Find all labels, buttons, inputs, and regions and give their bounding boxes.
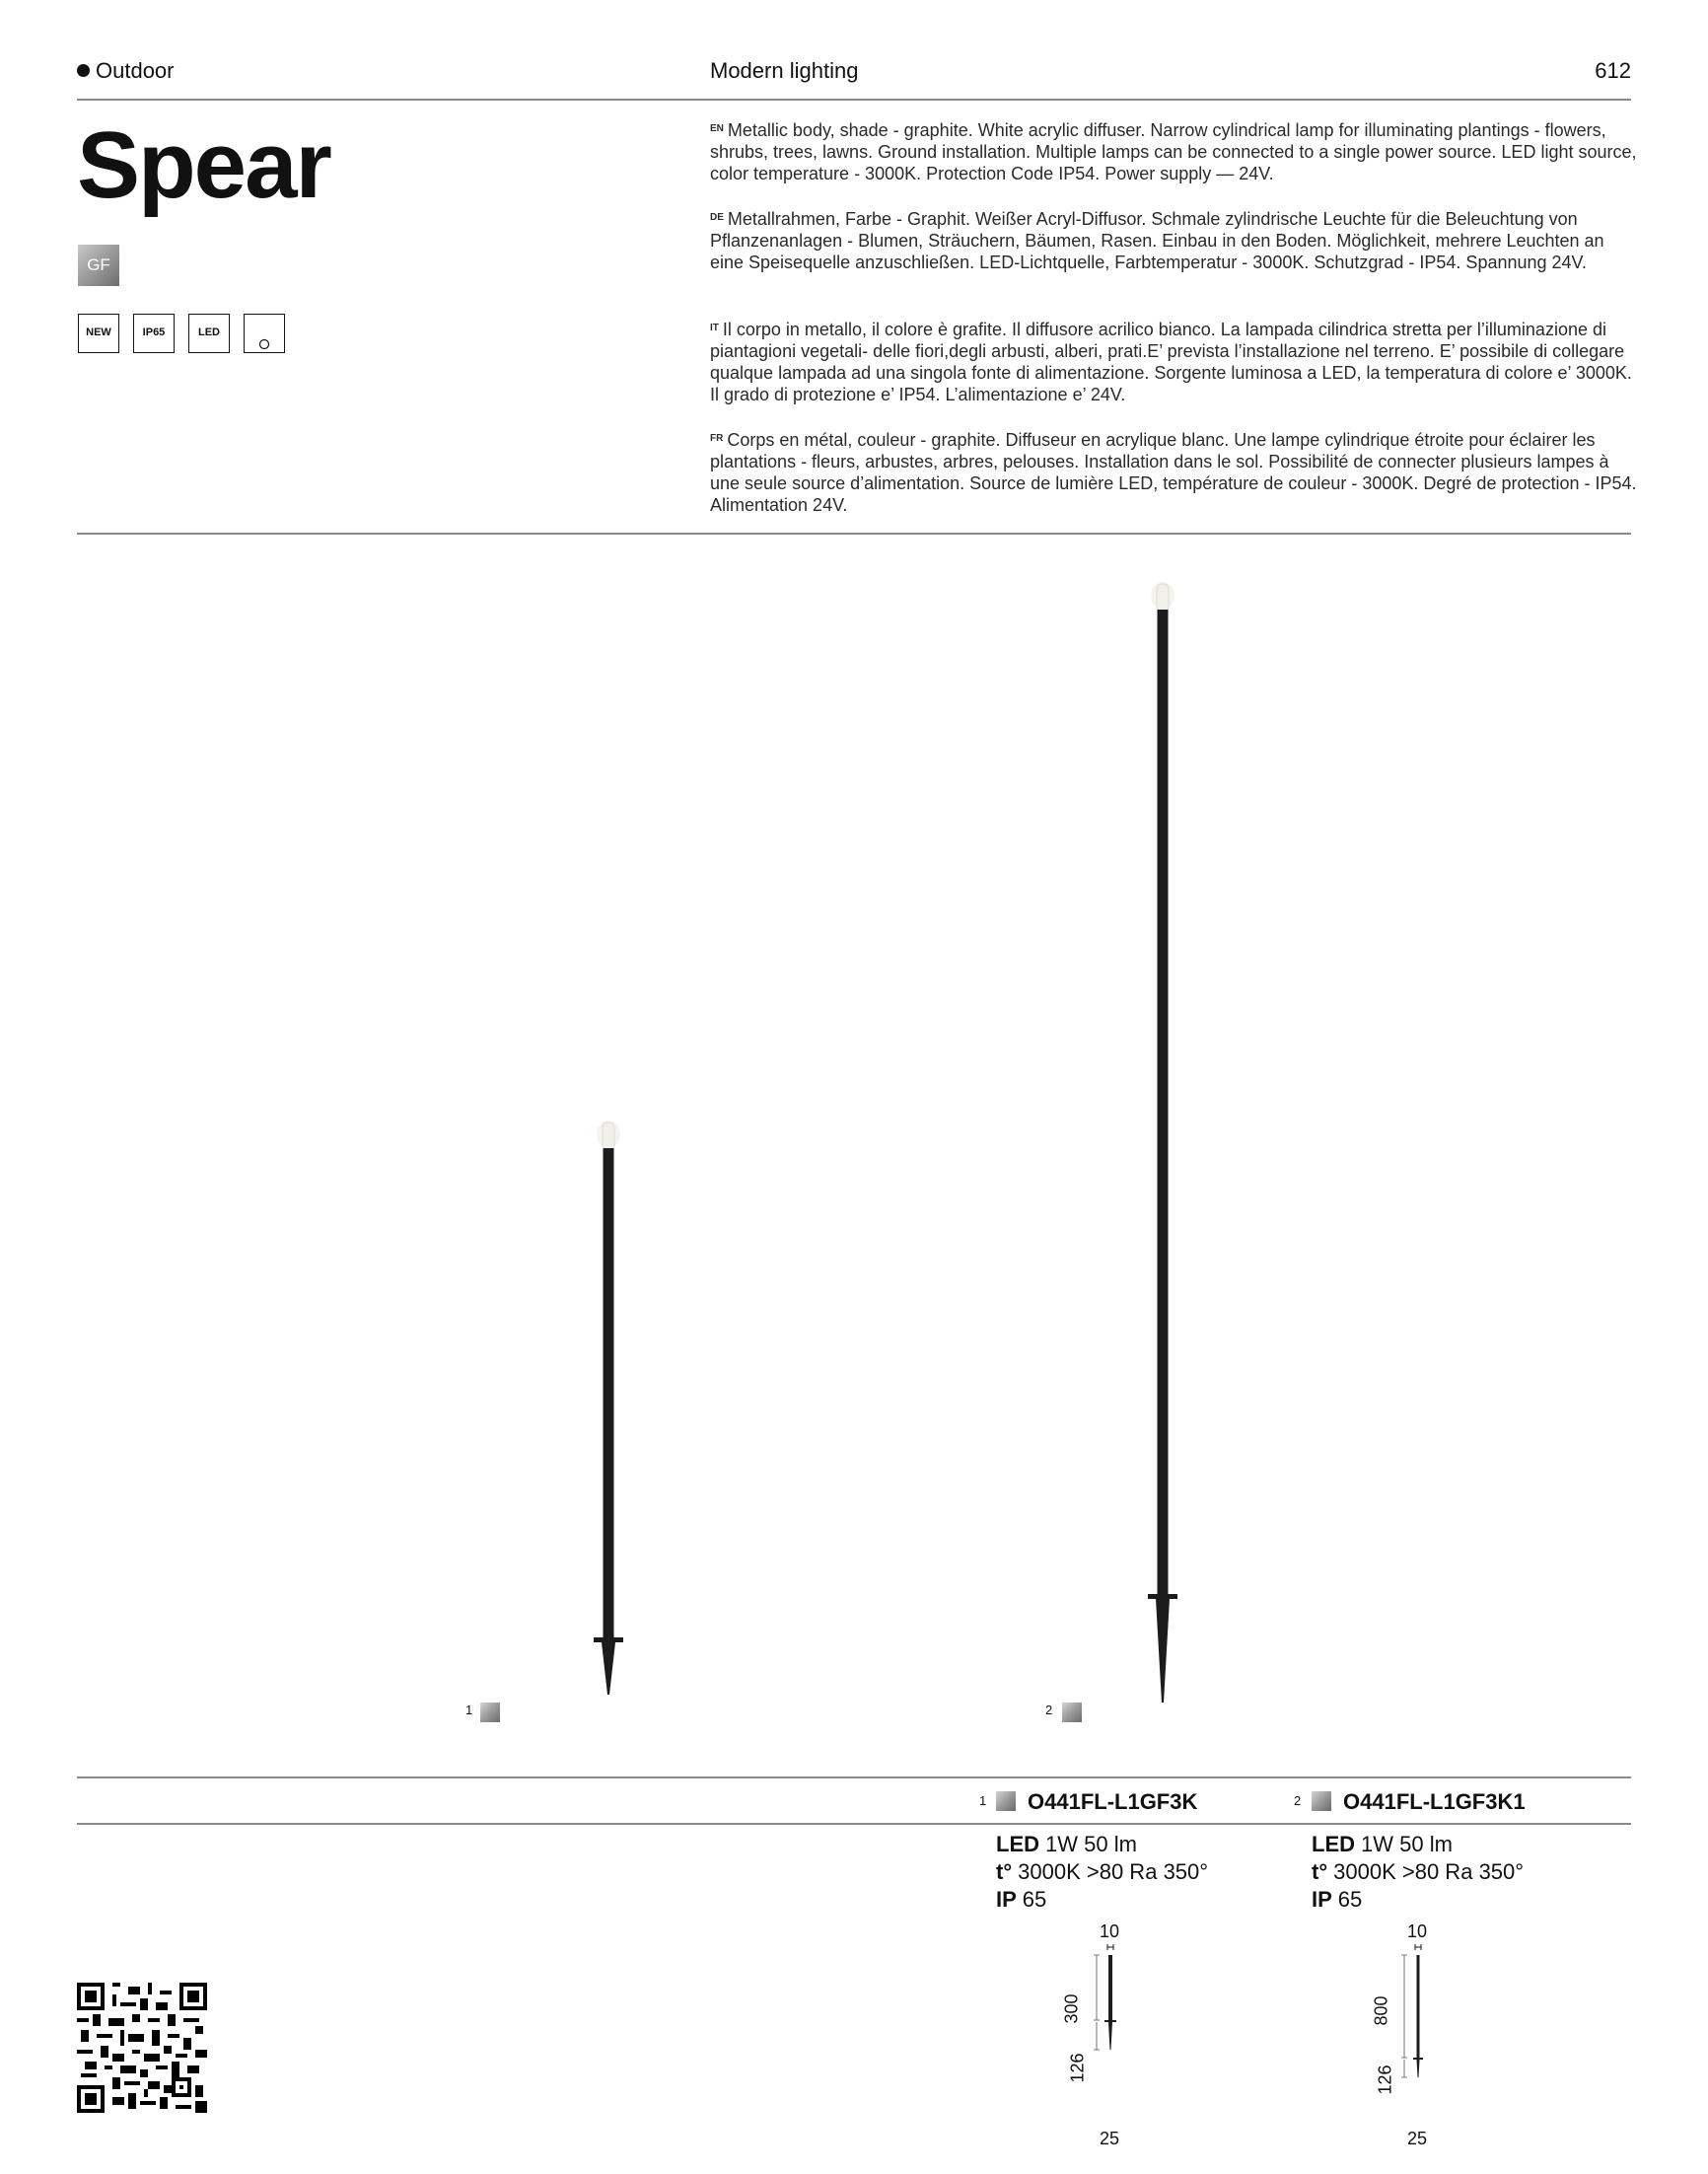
bullet-icon [77, 64, 90, 77]
description-de: $^{DE}$ Metallrahmen, Farbe - Graphit. Weißer Acryl-Diffusor. Schmale zylindrische Leuchte für die Beleuchtung von Pflanzenanlagen - Blumen, Sträuchern, Bäumen, Rasen. Einbau in den Boden. Möglichkeit, mehrere Leuchten an eine Speisequelle anzuschließen. LED-Lichtquelle, Farbtemperatur - 3000K. Schutzgrad - IP54. Spannung 24V. [710, 209, 1604, 272]
variant-1-dim-height: 300 [1061, 1993, 1082, 2024]
variant-2-code: O441FL-L1GF3K1 [1343, 1789, 1526, 1814]
qr-code-icon [77, 1983, 207, 2113]
product-title: Spear [77, 112, 330, 218]
variant-2-dimension-drawing [1392, 1943, 1452, 2091]
variant-1-dim-top: 10 [1100, 1921, 1120, 1941]
lamp-image-short [552, 1105, 671, 1716]
variant-2-dim-base: 25 [1407, 2129, 1428, 2148]
category-label: Modern lighting [710, 58, 859, 83]
variant-2-dim-height: 800 [1371, 1995, 1391, 2026]
description-fr: $^{FR}$ Corps en métal, couleur - graphite. Diffuseur en acrylique blanc. Une lampe cylindrique étroite pour éclairer les plantations - fleurs, arbustes, arbres, pelouses. Installation dans le sol. Possibilité de connecter plusieurs lampes à une seule source d’alimentation. Source de lumière LED, température de couleur - 3000K. Degré de protection - IP54. Alimentation 24V. [710, 430, 1637, 515]
variant-2-temp-line: t° 3000K >80 Ra 350° [1312, 1859, 1525, 1884]
header-divider [77, 99, 1631, 101]
variants-top-divider [77, 1776, 1631, 1778]
section-label: Outdoor [77, 57, 175, 85]
variant-1-dimension-drawing [1085, 1943, 1144, 2091]
variant-2-dim-top: 10 [1407, 1921, 1428, 1941]
variant-2-index: 2 [1294, 1793, 1302, 1808]
variant-2-swatch [1312, 1791, 1331, 1811]
badge-ip65: IP65 [133, 314, 175, 353]
page-number: 612 [1595, 58, 1631, 83]
variant-1-dim-base: 25 [1100, 2129, 1120, 2148]
variant-1-led-line: LED 1W 50 lm [996, 1832, 1137, 1856]
variant-1-index: 1 [979, 1793, 987, 1808]
finish-swatch: GF [78, 245, 119, 286]
lamp-image-tall [1104, 562, 1223, 1716]
image-swatch-1 [480, 1703, 500, 1722]
variant-1-swatch [996, 1791, 1016, 1811]
badge-led: LED [188, 314, 230, 353]
variant-2-led-line: LED 1W 50 lm [1312, 1832, 1453, 1856]
variant-1-dim-spike: 126 [1067, 2053, 1088, 2083]
description-en: $^{EN}$ Metallic body, shade - graphite. White acrylic diffuser. Narrow cylindrical lamp for illuminating plantings - flowers, shrubs, trees, lawns. Ground installation. Multiple lamps can be connected to a single power source. LED light source, color temperature - 3000K. Protection Code IP54. Power supply — 24V. [710, 120, 1637, 183]
image-label-2: 2 [1045, 1703, 1053, 1717]
image-swatch-2 [1062, 1703, 1082, 1722]
ground-install-icon [244, 314, 285, 353]
description-divider [77, 533, 1631, 535]
badge-new: NEW [78, 314, 119, 353]
variant-2-dim-spike: 126 [1375, 2065, 1395, 2095]
image-label-1: 1 [465, 1703, 473, 1717]
variant-1-code: O441FL-L1GF3K [1028, 1789, 1198, 1814]
variants-header-divider [77, 1823, 1631, 1825]
variant-2-ip-line: IP 65 [1312, 1887, 1363, 1912]
variant-1-ip-line: IP 65 [996, 1887, 1047, 1912]
description-it: $^{IT}$ Il corpo in metallo, il colore è grafite. Il diffusore acrilico bianco. La lampada cilindrica stretta per l’illuminazione di piantagioni vegetali- delle fiori,degli arbusti, alberi, prati.E’ prevista l’installazione nel terreno. E’ possibile di collegare qualque lampada ad una singola fonte di alimentazione. Sorgente luminosa a LED, la temperatura di colore e’ 3000K. Il grado di protezione e’ IP54. L’alimentazione e’ 24V. [710, 320, 1632, 404]
variant-1-temp-line: t° 3000K >80 Ra 350° [996, 1859, 1209, 1884]
